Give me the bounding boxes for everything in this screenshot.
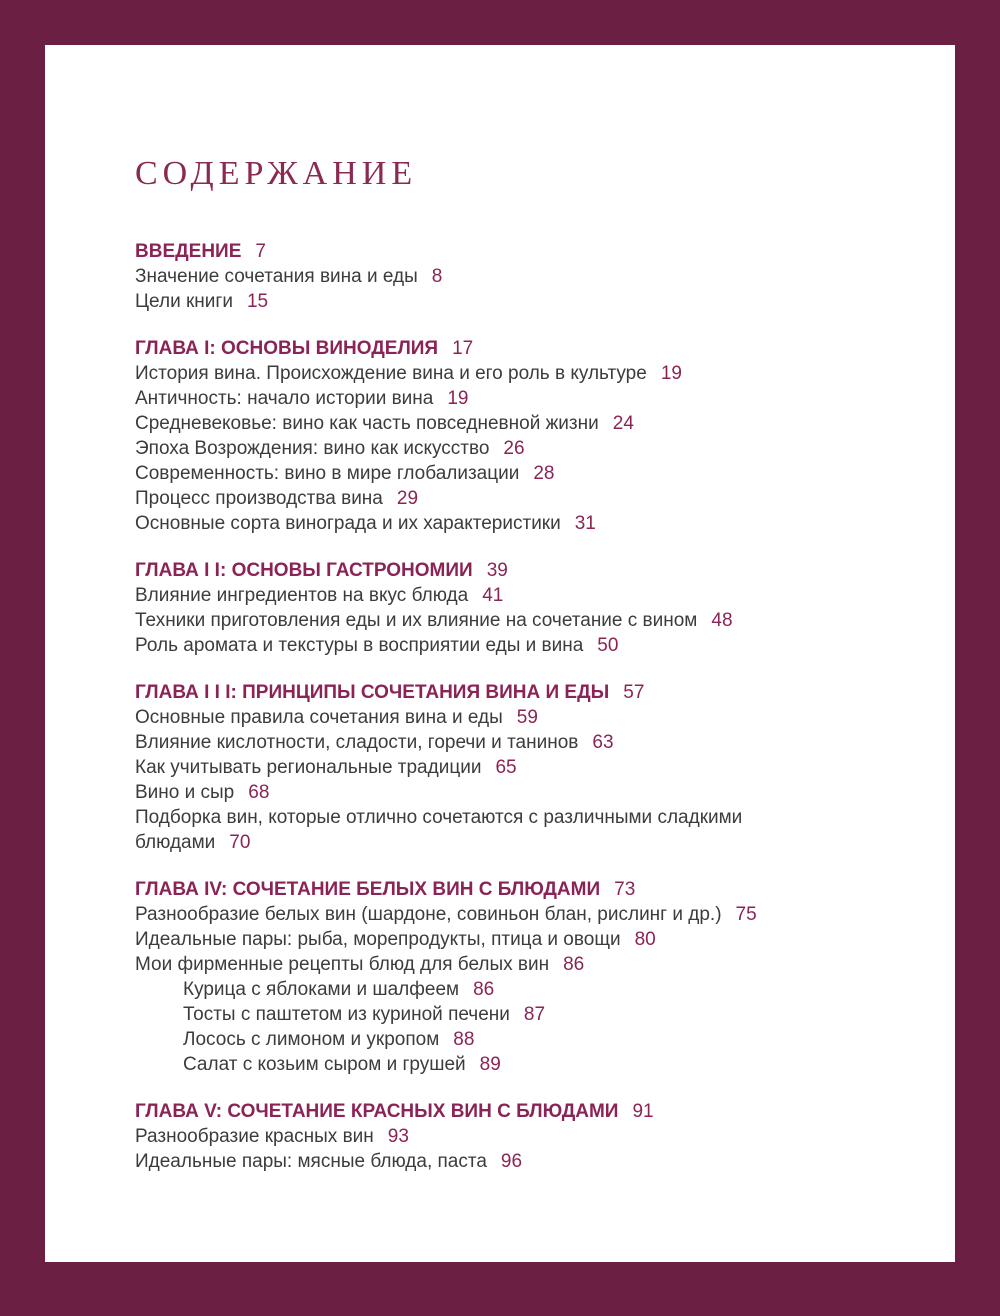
toc-section — [135, 877, 865, 1077]
toc-entry — [135, 633, 775, 658]
toc-entry — [135, 583, 775, 608]
page-title: СОДЕРЖАНИЕ — [135, 155, 418, 192]
toc-section — [135, 680, 865, 855]
toc-entry-page-number: 50 — [597, 635, 619, 656]
section-page-number: 17 — [452, 338, 474, 359]
toc-entry-page-number: 24 — [612, 413, 634, 434]
toc-entry-text: Тосты с паштетом из куриной печени — [183, 1004, 510, 1025]
toc-entry-page-number: 86 — [473, 979, 495, 1000]
toc-entry-text: Идеальные пары: рыба, морепродукты, птица и овощи — [135, 929, 621, 950]
toc-entry-page-number: 75 — [735, 904, 757, 925]
toc-section — [135, 1099, 865, 1174]
toc-entry — [135, 289, 775, 314]
toc-entry-text: Средневековье: вино как часть повседневной жизни — [135, 413, 599, 434]
toc-entry — [135, 411, 775, 436]
toc-entry-page-number: 65 — [495, 757, 517, 778]
toc-entry — [135, 805, 775, 855]
toc-entry-page-number: 26 — [503, 438, 525, 459]
toc-entry — [135, 730, 775, 755]
toc-entry — [135, 511, 775, 536]
toc-entry — [135, 1052, 823, 1077]
section-heading-text: ГЛАВА V: СОЧЕТАНИЕ КРАСНЫХ ВИН С БЛЮДАМИ — [135, 1101, 619, 1122]
toc-entry-page-number: 28 — [533, 463, 555, 484]
toc-entry-text: Подборка вин, которые отлично сочетаются с различными сладкими блюдами — [135, 807, 743, 853]
toc-entry-text: Как учитывать региональные традиции — [135, 757, 482, 778]
toc-entry — [135, 902, 775, 927]
toc-entry-text: Вино и сыр — [135, 782, 235, 803]
section-heading-text: ГЛАВА I: ОСНОВЫ ВИНОДЕЛИЯ — [135, 338, 439, 359]
toc-entry-page-number: 88 — [453, 1029, 475, 1050]
toc-entry — [135, 780, 775, 805]
toc-entry-text: Основные правила сочетания вина и еды — [135, 707, 503, 728]
toc-entry — [135, 927, 775, 952]
toc-entry-page-number: 31 — [574, 513, 596, 534]
section-heading — [135, 1099, 815, 1124]
toc-entry-text: Салат с козьим сыром и грушей — [183, 1054, 466, 1075]
toc-entry — [135, 977, 823, 1002]
toc-entry-page-number: 63 — [592, 732, 614, 753]
toc-entry-text: Влияние ингредиентов на вкус блюда — [135, 585, 469, 606]
toc-entry — [135, 952, 775, 977]
toc-entry-text: Современность: вино в мире глобализации — [135, 463, 520, 484]
toc-entry-text: Античность: начало истории вина — [135, 388, 434, 409]
toc-entry-page-number: 86 — [563, 954, 585, 975]
toc-entry-text: Влияние кислотности, сладости, горечи и танинов — [135, 732, 579, 753]
toc-entry — [135, 436, 775, 461]
toc-entry-text: Цели книги — [135, 291, 233, 312]
toc-entry — [135, 608, 775, 633]
section-heading — [135, 877, 815, 902]
toc-entry — [135, 755, 775, 780]
toc-entry-text: Курица с яблоками и шалфеем — [183, 979, 460, 1000]
toc-entry-page-number: 41 — [482, 585, 504, 606]
section-page-number: 7 — [255, 241, 266, 262]
toc-entry — [135, 1149, 775, 1174]
toc-entry-text: Основные сорта винограда и их характеристики — [135, 513, 561, 534]
toc-entry-page-number: 19 — [447, 388, 469, 409]
section-page-number: 91 — [632, 1101, 654, 1122]
toc-entry-text: Роль аромата и текстуры в восприятии еды и вина — [135, 635, 584, 656]
toc-entry-page-number: 89 — [479, 1054, 501, 1075]
toc-entry — [135, 1027, 823, 1052]
toc-entry-page-number: 19 — [660, 363, 682, 384]
section-heading-text: ВВЕДЕНИЕ — [135, 241, 242, 262]
section-heading — [135, 239, 815, 264]
toc-entry-page-number: 80 — [634, 929, 656, 950]
toc-entry-text: Мои фирменные рецепты блюд для белых вин — [135, 954, 550, 975]
toc-entry-page-number: 87 — [523, 1004, 546, 1025]
toc-section — [135, 336, 865, 536]
toc-section — [135, 239, 865, 314]
toc-entry-text: Разнообразие красных вин — [135, 1126, 374, 1147]
toc-entry-page-number: 96 — [500, 1151, 523, 1172]
section-heading — [135, 680, 815, 705]
toc-entry — [135, 461, 775, 486]
section-heading-text: ГЛАВА I I: ОСНОВЫ ГАСТРОНОМИИ — [135, 560, 473, 581]
toc-entry — [135, 264, 775, 289]
section-heading — [135, 336, 815, 361]
toc-sections — [135, 239, 865, 1174]
toc-entry — [135, 1124, 775, 1149]
toc-section — [135, 558, 865, 658]
toc-entry-page-number: 59 — [516, 707, 538, 728]
toc-entry — [135, 1002, 823, 1027]
toc-entry-text: Идеальные пары: мясные блюда, паста — [135, 1151, 487, 1172]
toc-entry-page-number: 93 — [387, 1126, 409, 1147]
section-page-number: 57 — [623, 682, 645, 703]
section-heading-text: ГЛАВА IV: СОЧЕТАНИЕ БЕЛЫХ ВИН С БЛЮДАМИ — [135, 879, 601, 900]
section-page-number: 73 — [614, 879, 636, 900]
toc-entry-text: Лосось с лимоном и укропом — [183, 1029, 440, 1050]
toc-entry-text: Значение сочетания вина и еды — [135, 266, 418, 287]
toc-entry — [135, 705, 775, 730]
toc-entry-page-number: 68 — [248, 782, 270, 803]
toc-entry-text: Эпоха Возрождения: вино как искусство — [135, 438, 490, 459]
toc-entry-page-number: 48 — [711, 610, 733, 631]
toc-entry-text: Разнообразие белых вин (шардоне, совиньон блан, рислинг и др.) — [135, 904, 722, 925]
section-heading — [135, 558, 815, 583]
toc-entry-page-number: 15 — [246, 291, 269, 312]
toc-entry — [135, 386, 775, 411]
toc-entry — [135, 361, 775, 386]
toc-entry-text: История вина. Происхождение вина и его роль в культуре — [135, 363, 647, 384]
toc-page — [45, 45, 955, 1262]
toc-entry-page-number: 29 — [396, 488, 419, 509]
toc-entry-text: Процесс производства вина — [135, 488, 383, 509]
section-heading-text: ГЛАВА I I I: ПРИНЦИПЫ СОЧЕТАНИЯ ВИНА И ЕДЫ — [135, 682, 610, 703]
toc-entry-text: Техники приготовления еды и их влияние на сочетание с вином — [135, 610, 698, 631]
toc-entry — [135, 486, 775, 511]
toc-entry-page-number: 70 — [229, 832, 251, 853]
toc-entry-page-number: 8 — [431, 266, 443, 287]
section-page-number: 39 — [486, 560, 508, 581]
